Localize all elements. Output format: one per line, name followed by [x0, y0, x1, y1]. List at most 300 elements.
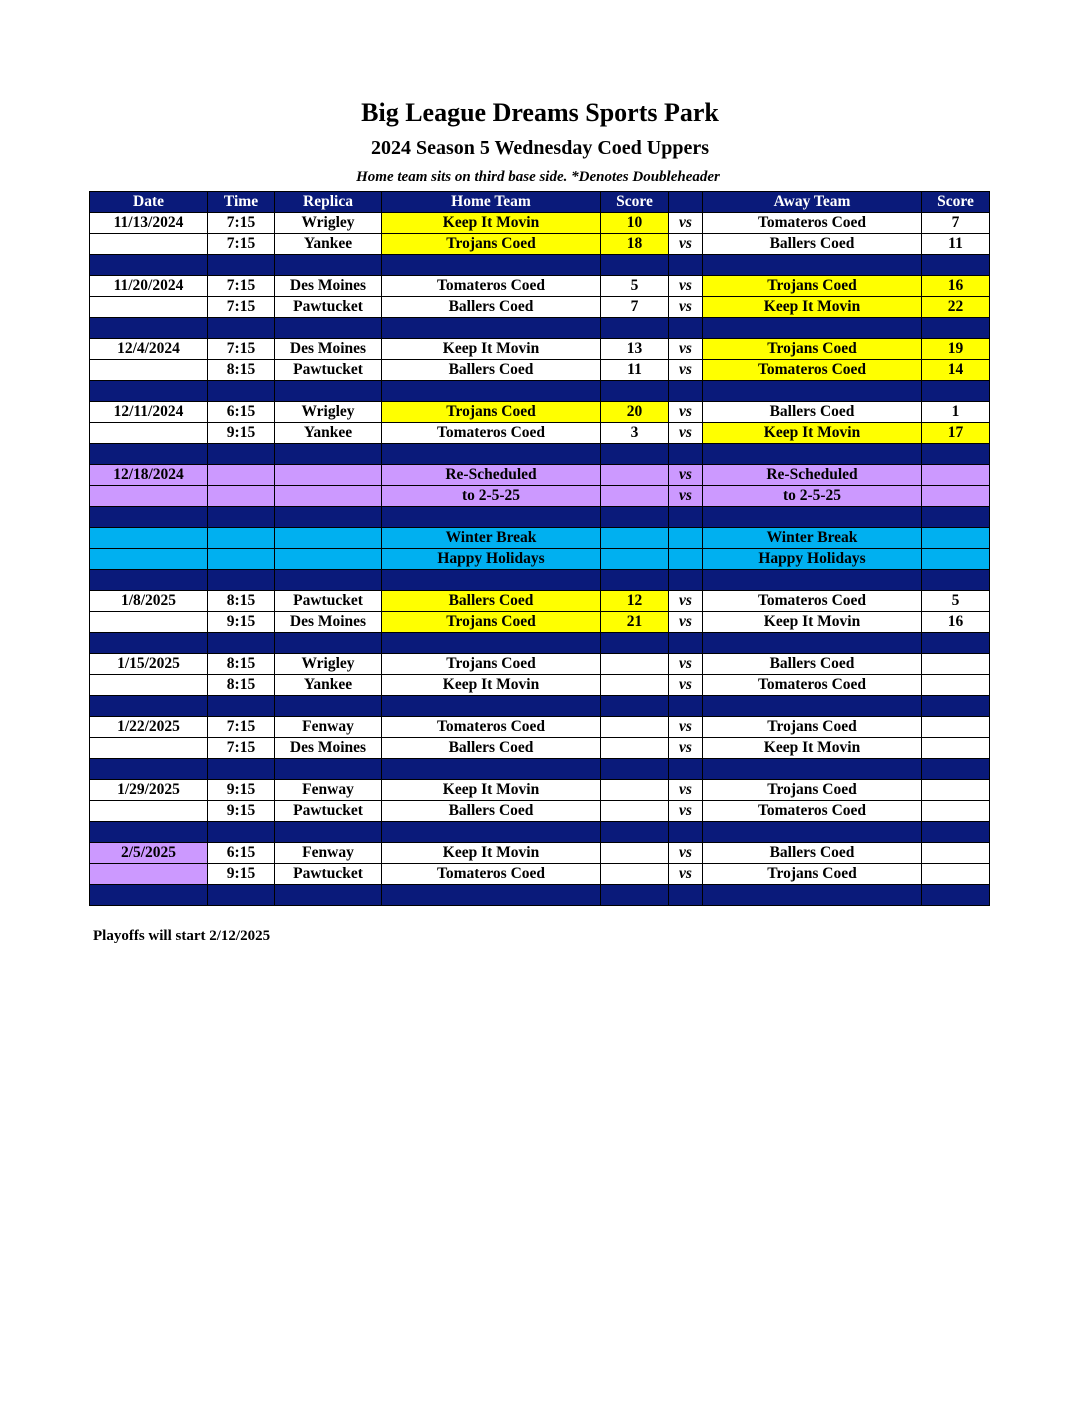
cell-away: Keep It Movin: [703, 423, 922, 444]
game-row: [90, 717, 990, 738]
cell-time: [208, 465, 275, 486]
cell-away-score: [922, 465, 990, 486]
cell-replica: Pawtucket: [275, 297, 382, 318]
cell-home-score: [601, 549, 669, 570]
cell-date: [90, 612, 208, 633]
cell-vs: vs: [669, 402, 703, 423]
cell-away: Tomateros Coed: [703, 213, 922, 234]
separator-row: [90, 318, 990, 339]
separator-cell: [208, 381, 275, 402]
cell-vs: vs: [669, 591, 703, 612]
cell-vs: vs: [669, 801, 703, 822]
playoffs-note: Playoffs will start 2/12/2025: [93, 928, 271, 944]
cell-home-score: [601, 675, 669, 696]
cell-vs: vs: [669, 465, 703, 486]
game-row: [90, 213, 990, 234]
separator-cell: [922, 444, 990, 465]
cell-time: 6:15: [208, 843, 275, 864]
cell-date: 2/5/2025: [90, 843, 208, 864]
cell-away: Tomateros Coed: [703, 675, 922, 696]
cell-time: 6:15: [208, 402, 275, 423]
header-home-team: Home Team: [382, 192, 601, 213]
cell-date: 1/15/2025: [90, 654, 208, 675]
separator-cell: [382, 318, 601, 339]
cell-date: [90, 360, 208, 381]
cell-time: 8:15: [208, 360, 275, 381]
cell-away: Tomateros Coed: [703, 360, 922, 381]
separator-cell: [90, 570, 208, 591]
separator-cell: [90, 444, 208, 465]
cell-date: 1/29/2025: [90, 780, 208, 801]
separator-cell: [703, 570, 922, 591]
cell-replica: Fenway: [275, 843, 382, 864]
page-subtitle: 2024 Season 5 Wednesday Coed Uppers: [370, 137, 710, 159]
cell-home: Happy Holidays: [382, 549, 601, 570]
header-home-score: Score: [601, 192, 669, 213]
separator-cell: [208, 255, 275, 276]
separator-cell: [601, 759, 669, 780]
cell-time: 9:15: [208, 864, 275, 885]
cell-time: 7:15: [208, 234, 275, 255]
cell-time: 8:15: [208, 591, 275, 612]
cell-time: [208, 528, 275, 549]
separator-cell: [208, 885, 275, 906]
separator-cell: [382, 822, 601, 843]
separator-cell: [922, 318, 990, 339]
separator-cell: [669, 885, 703, 906]
cell-replica: Pawtucket: [275, 591, 382, 612]
separator-cell: [922, 570, 990, 591]
header-vs: [669, 192, 703, 213]
cell-home-score: [601, 486, 669, 507]
separator-cell: [208, 318, 275, 339]
cell-replica: [275, 549, 382, 570]
separator-cell: [922, 255, 990, 276]
game-row: [90, 465, 990, 486]
cell-home-score: 12: [601, 591, 669, 612]
separator-row: [90, 570, 990, 591]
cell-date: 1/8/2025: [90, 591, 208, 612]
cell-home-score: 20: [601, 402, 669, 423]
separator-cell: [208, 633, 275, 654]
separator-cell: [275, 381, 382, 402]
cell-time: 8:15: [208, 654, 275, 675]
cell-away: Re-Scheduled: [703, 465, 922, 486]
separator-cell: [669, 381, 703, 402]
separator-cell: [601, 444, 669, 465]
separator-row: [90, 633, 990, 654]
cell-date: 11/20/2024: [90, 276, 208, 297]
separator-cell: [275, 696, 382, 717]
cell-date: [90, 738, 208, 759]
separator-cell: [90, 822, 208, 843]
cell-time: 9:15: [208, 780, 275, 801]
cell-away-score: 7: [922, 213, 990, 234]
separator-cell: [601, 696, 669, 717]
cell-home: Ballers Coed: [382, 360, 601, 381]
cell-time: 8:15: [208, 675, 275, 696]
cell-replica: Des Moines: [275, 738, 382, 759]
separator-cell: [669, 444, 703, 465]
game-row: [90, 276, 990, 297]
cell-vs: [669, 528, 703, 549]
cell-home-score: [601, 738, 669, 759]
separator-cell: [922, 696, 990, 717]
separator-row: [90, 255, 990, 276]
cell-away-score: 11: [922, 234, 990, 255]
separator-cell: [703, 633, 922, 654]
separator-row: [90, 696, 990, 717]
cell-away: Ballers Coed: [703, 654, 922, 675]
cell-vs: vs: [669, 612, 703, 633]
cell-replica: Des Moines: [275, 276, 382, 297]
cell-vs: vs: [669, 864, 703, 885]
separator-row: [90, 822, 990, 843]
cell-vs: vs: [669, 213, 703, 234]
cell-away: Happy Holidays: [703, 549, 922, 570]
separator-cell: [601, 255, 669, 276]
cell-replica: Fenway: [275, 717, 382, 738]
separator-cell: [601, 507, 669, 528]
game-row: [90, 402, 990, 423]
header-away-team: Away Team: [703, 192, 922, 213]
separator-cell: [275, 318, 382, 339]
header-time: Time: [208, 192, 275, 213]
cell-away-score: [922, 780, 990, 801]
header-away-score: Score: [922, 192, 990, 213]
cell-home: Keep It Movin: [382, 675, 601, 696]
game-row: [90, 360, 990, 381]
separator-cell: [601, 318, 669, 339]
cell-away: Tomateros Coed: [703, 801, 922, 822]
separator-cell: [90, 507, 208, 528]
separator-cell: [382, 696, 601, 717]
cell-away: Keep It Movin: [703, 738, 922, 759]
cell-date: 12/11/2024: [90, 402, 208, 423]
cell-vs: vs: [669, 675, 703, 696]
cell-home-score: [601, 864, 669, 885]
header-replica: Replica: [275, 192, 382, 213]
game-row: [90, 801, 990, 822]
separator-cell: [382, 381, 601, 402]
cell-date: 1/22/2025: [90, 717, 208, 738]
cell-away-score: 22: [922, 297, 990, 318]
cell-date: [90, 234, 208, 255]
header-row: [90, 192, 990, 213]
cell-away-score: [922, 843, 990, 864]
cell-home-score: 18: [601, 234, 669, 255]
separator-cell: [669, 255, 703, 276]
cell-home: Trojans Coed: [382, 402, 601, 423]
cell-away-score: 19: [922, 339, 990, 360]
cell-replica: [275, 528, 382, 549]
cell-date: [90, 801, 208, 822]
cell-home-score: 11: [601, 360, 669, 381]
cell-home-score: [601, 528, 669, 549]
cell-replica: Pawtucket: [275, 360, 382, 381]
cell-home: Keep It Movin: [382, 213, 601, 234]
separator-cell: [382, 444, 601, 465]
cell-away: Ballers Coed: [703, 234, 922, 255]
cell-vs: vs: [669, 423, 703, 444]
cell-time: [208, 549, 275, 570]
cell-away: Trojans Coed: [703, 864, 922, 885]
cell-away-score: [922, 801, 990, 822]
cell-date: [90, 297, 208, 318]
cell-time: 7:15: [208, 717, 275, 738]
cell-home: Keep It Movin: [382, 780, 601, 801]
separator-cell: [703, 885, 922, 906]
cell-away-score: [922, 717, 990, 738]
separator-cell: [669, 318, 703, 339]
cell-time: 9:15: [208, 801, 275, 822]
separator-row: [90, 885, 990, 906]
separator-cell: [601, 633, 669, 654]
separator-cell: [90, 255, 208, 276]
separator-cell: [90, 318, 208, 339]
game-row: [90, 843, 990, 864]
separator-cell: [275, 885, 382, 906]
cell-away-score: [922, 864, 990, 885]
cell-date: [90, 864, 208, 885]
cell-away: Ballers Coed: [703, 402, 922, 423]
game-row: [90, 591, 990, 612]
cell-home: Ballers Coed: [382, 591, 601, 612]
cell-vs: vs: [669, 486, 703, 507]
cell-away-score: 16: [922, 612, 990, 633]
cell-home: Ballers Coed: [382, 801, 601, 822]
cell-time: 9:15: [208, 423, 275, 444]
separator-cell: [669, 507, 703, 528]
separator-row: [90, 444, 990, 465]
cell-time: 7:15: [208, 339, 275, 360]
cell-home: to 2-5-25: [382, 486, 601, 507]
separator-cell: [90, 633, 208, 654]
cell-away: Tomateros Coed: [703, 591, 922, 612]
separator-cell: [703, 318, 922, 339]
separator-cell: [275, 570, 382, 591]
separator-cell: [275, 822, 382, 843]
cell-date: [90, 675, 208, 696]
separator-cell: [601, 822, 669, 843]
cell-home: Trojans Coed: [382, 654, 601, 675]
cell-date: [90, 528, 208, 549]
cell-home-score: [601, 465, 669, 486]
cell-home-score: [601, 780, 669, 801]
separator-cell: [922, 507, 990, 528]
separator-cell: [382, 570, 601, 591]
cell-home: Ballers Coed: [382, 297, 601, 318]
cell-time: 7:15: [208, 297, 275, 318]
cell-replica: Wrigley: [275, 654, 382, 675]
game-row: [90, 675, 990, 696]
cell-replica: Yankee: [275, 423, 382, 444]
game-row: [90, 234, 990, 255]
cell-away-score: [922, 675, 990, 696]
cell-home-score: 3: [601, 423, 669, 444]
separator-cell: [208, 507, 275, 528]
cell-away-score: [922, 486, 990, 507]
cell-home-score: 21: [601, 612, 669, 633]
cell-replica: Pawtucket: [275, 801, 382, 822]
cell-away-score: [922, 549, 990, 570]
cell-home-score: 7: [601, 297, 669, 318]
separator-cell: [90, 759, 208, 780]
cell-home-score: [601, 843, 669, 864]
cell-date: 12/18/2024: [90, 465, 208, 486]
cell-vs: vs: [669, 297, 703, 318]
cell-home: Tomateros Coed: [382, 423, 601, 444]
cell-time: 7:15: [208, 738, 275, 759]
separator-cell: [275, 444, 382, 465]
cell-vs: vs: [669, 276, 703, 297]
cell-away: Keep It Movin: [703, 612, 922, 633]
separator-cell: [601, 885, 669, 906]
separator-cell: [669, 570, 703, 591]
separator-cell: [703, 822, 922, 843]
separator-cell: [208, 759, 275, 780]
cell-date: [90, 423, 208, 444]
cell-replica: Pawtucket: [275, 864, 382, 885]
separator-cell: [703, 444, 922, 465]
cell-away: Trojans Coed: [703, 780, 922, 801]
cell-date: 12/4/2024: [90, 339, 208, 360]
cell-home-score: 13: [601, 339, 669, 360]
separator-row: [90, 507, 990, 528]
cell-away-score: [922, 528, 990, 549]
schedule-table: [89, 191, 990, 906]
cell-home: Tomateros Coed: [382, 717, 601, 738]
cell-vs: vs: [669, 843, 703, 864]
separator-cell: [703, 381, 922, 402]
cell-date: [90, 549, 208, 570]
cell-away: Trojans Coed: [703, 339, 922, 360]
game-row: [90, 612, 990, 633]
cell-away-score: 17: [922, 423, 990, 444]
separator-cell: [382, 885, 601, 906]
cell-away: Trojans Coed: [703, 717, 922, 738]
cell-away: Trojans Coed: [703, 276, 922, 297]
game-row: [90, 780, 990, 801]
cell-replica: [275, 486, 382, 507]
cell-time: 7:15: [208, 276, 275, 297]
cell-vs: [669, 549, 703, 570]
game-row: [90, 423, 990, 444]
separator-row: [90, 381, 990, 402]
separator-cell: [703, 507, 922, 528]
separator-cell: [382, 507, 601, 528]
header-date: Date: [90, 192, 208, 213]
separator-cell: [275, 255, 382, 276]
cell-vs: vs: [669, 654, 703, 675]
cell-home: Re-Scheduled: [382, 465, 601, 486]
cell-away-score: 14: [922, 360, 990, 381]
page-title: Big League Dreams Sports Park: [361, 98, 719, 127]
cell-replica: [275, 465, 382, 486]
separator-cell: [922, 822, 990, 843]
separator-cell: [382, 759, 601, 780]
cell-replica: Fenway: [275, 780, 382, 801]
separator-cell: [601, 381, 669, 402]
cell-away: Winter Break: [703, 528, 922, 549]
separator-cell: [703, 759, 922, 780]
separator-cell: [275, 759, 382, 780]
separator-cell: [208, 570, 275, 591]
separator-cell: [90, 885, 208, 906]
separator-cell: [669, 696, 703, 717]
game-row: [90, 864, 990, 885]
cell-away: Keep It Movin: [703, 297, 922, 318]
cell-away-score: [922, 738, 990, 759]
separator-cell: [703, 696, 922, 717]
cell-away: Ballers Coed: [703, 843, 922, 864]
cell-away-score: 1: [922, 402, 990, 423]
cell-replica: Des Moines: [275, 612, 382, 633]
cell-home-score: [601, 654, 669, 675]
separator-cell: [382, 633, 601, 654]
cell-home-score: 10: [601, 213, 669, 234]
separator-cell: [703, 255, 922, 276]
cell-away: to 2-5-25: [703, 486, 922, 507]
separator-cell: [669, 633, 703, 654]
cell-home: Tomateros Coed: [382, 276, 601, 297]
game-row: [90, 549, 990, 570]
cell-home: Winter Break: [382, 528, 601, 549]
cell-home: Tomateros Coed: [382, 864, 601, 885]
cell-replica: Des Moines: [275, 339, 382, 360]
cell-time: 7:15: [208, 213, 275, 234]
cell-vs: vs: [669, 717, 703, 738]
game-row: [90, 738, 990, 759]
cell-replica: Yankee: [275, 234, 382, 255]
separator-cell: [208, 822, 275, 843]
separator-cell: [922, 381, 990, 402]
separator-cell: [669, 822, 703, 843]
cell-replica: Yankee: [275, 675, 382, 696]
cell-away-score: 5: [922, 591, 990, 612]
cell-home: Ballers Coed: [382, 738, 601, 759]
separator-cell: [275, 507, 382, 528]
separator-cell: [922, 759, 990, 780]
cell-replica: Wrigley: [275, 402, 382, 423]
separator-cell: [669, 759, 703, 780]
cell-home-score: [601, 717, 669, 738]
cell-vs: vs: [669, 234, 703, 255]
cell-vs: vs: [669, 339, 703, 360]
cell-vs: vs: [669, 360, 703, 381]
schedule-body: [90, 213, 990, 906]
cell-time: 9:15: [208, 612, 275, 633]
cell-home: Trojans Coed: [382, 234, 601, 255]
separator-cell: [208, 444, 275, 465]
game-row: [90, 486, 990, 507]
cell-replica: Wrigley: [275, 213, 382, 234]
cell-home: Keep It Movin: [382, 339, 601, 360]
separator-cell: [208, 696, 275, 717]
separator-cell: [382, 255, 601, 276]
game-row: [90, 297, 990, 318]
cell-date: [90, 486, 208, 507]
cell-vs: vs: [669, 780, 703, 801]
cell-away-score: 16: [922, 276, 990, 297]
game-row: [90, 339, 990, 360]
cell-home-score: [601, 801, 669, 822]
cell-home: Keep It Movin: [382, 843, 601, 864]
game-row: [90, 654, 990, 675]
cell-time: [208, 486, 275, 507]
cell-away-score: [922, 654, 990, 675]
cell-date: 11/13/2024: [90, 213, 208, 234]
